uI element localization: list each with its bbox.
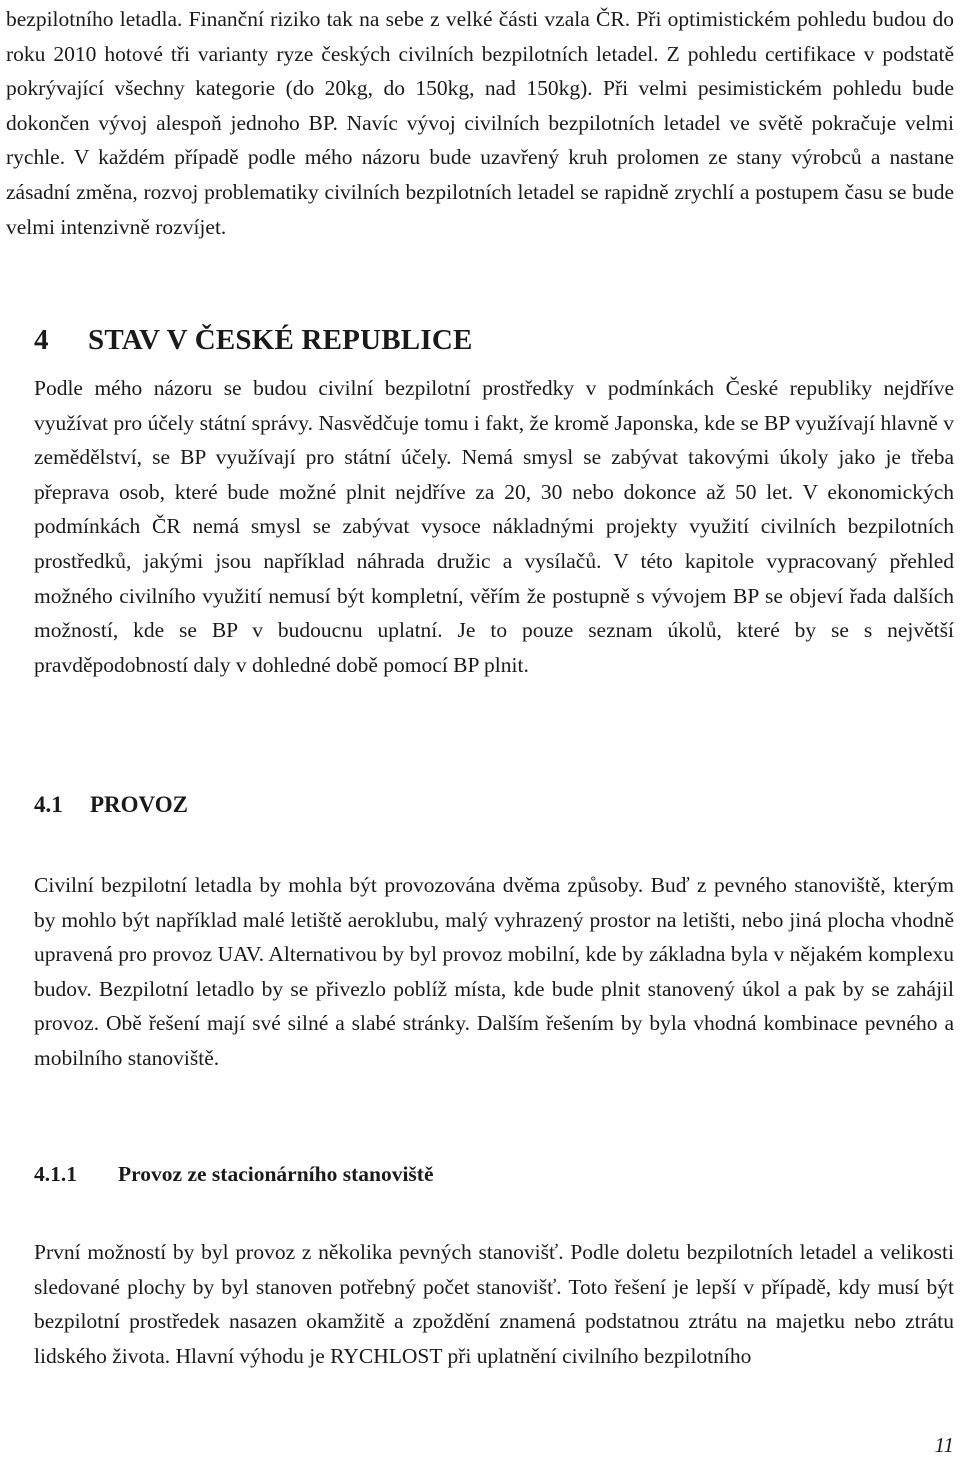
page-number: 11 <box>934 1433 954 1457</box>
section-number: 4 <box>34 324 49 356</box>
paragraph-state-in-czech-republic: Podle mého názoru se budou civilní bezpilotní prostředky v podmínkách České republiky nejdříve využívat pro účely státní správy. Nasvědčuje tomu i fakt, že kromě Japonska, kde se BP využívají hlavně v zemědělství, se BP využívají pro státní účely. Nemá smysl se zabývat takovými úkoly jako je třeba přeprava osob, které bude možné plnit nejdříve za 20, 30 nebo dokonce až 50 let. V ekonomických podmínkách ČR nemá smysl se zabývat vysoce nákladnými projekty využití civilních bezpilotních prostředků, jakými jsou například náhrada družic a vysílačů. V této kapitole vypracovaný přehled možného civilního využití nemusí být kompletní, věřím že postupně s vývojem BP se objeví řada dalších možností, kde se BP v budoucnu uplatní. Je to pouze seznam úkolů, které by se s největší pravděpodobností daly v dohledné době pomocí BP plnit. <box>34 376 954 677</box>
section-number: 4.1 <box>34 792 63 817</box>
section-heading-4-1-1 <box>34 1162 434 1187</box>
paragraph-intro-continuation: bezpilotního letadla. Finanční riziko tak na sebe z velké části vzala ČR. Při optimistickém pohledu budou do roku 2010 hotové tři varianty ryze českých civilních bezpilotních letadel. Z pohledu certifikace v podstatě pokrývající všechny kategorie (do 20kg, do 150kg, nad 150kg). Při velmi pesimistickém pohledu bude dokončen vývoj alespoň jednoho BP. Navíc vývoj civilních bezpilotních letadel ve světě pokračuje velmi rychle. V každém případě podle mého názoru bude uzavřený kruh prolomen ze stany výrobců a nastane zásadní změna, rozvoj problematiky civilních bezpilotních letadel se rapidně zrychlí a postupem času se bude velmi intenzivně rozvíjet. <box>6 7 954 239</box>
paragraph-operation: Civilní bezpilotní letadla by mohla být provozována dvěma způsoby. Buď z pevného stanoviště, kterým by mohlo být například malé letiště aeroklubu, malý vyhrazený prostor na letišti, nebo jiná plocha vhodně upravená pro provoz UAV. Alternativou by byl provoz mobilní, kde by základna byla v nějakém komplexu budov. Bezpilotní letadlo by se přivezlo poblíž místa, kde bude plnit stanovený úkol a pak by se zahájil provoz. Obě řešení mají své silné a slabé stránky. Dalším řešením by byla vhodná kombinace pevného a mobilního stanoviště. <box>34 873 954 1070</box>
section-title: Provoz ze stacionárního stanoviště <box>118 1162 434 1186</box>
section-heading-4-1 <box>34 792 188 818</box>
section-number: 4.1.1 <box>34 1162 77 1186</box>
section-heading-4 <box>34 324 473 357</box>
paragraph-stationary-operation: První možností by byl provoz z několika pevných stanovišť. Podle doletu bezpilotních letadel a velikosti sledované plochy by byl stanoven potřebný počet stanovišť. Toto řešení je lepší v případě, kdy musí být bezpilotní prostředek nasazen okamžitě a zpoždění znamená podstatnou ztrátu na majetku nebo ztrátu lidského života. Hlavní výhodu je RYCHLOST při uplatnění civilního bezpilotního <box>34 1240 954 1368</box>
section-title: STAV V ČESKÉ REPUBLICE <box>88 324 473 356</box>
section-title: PROVOZ <box>90 792 188 817</box>
